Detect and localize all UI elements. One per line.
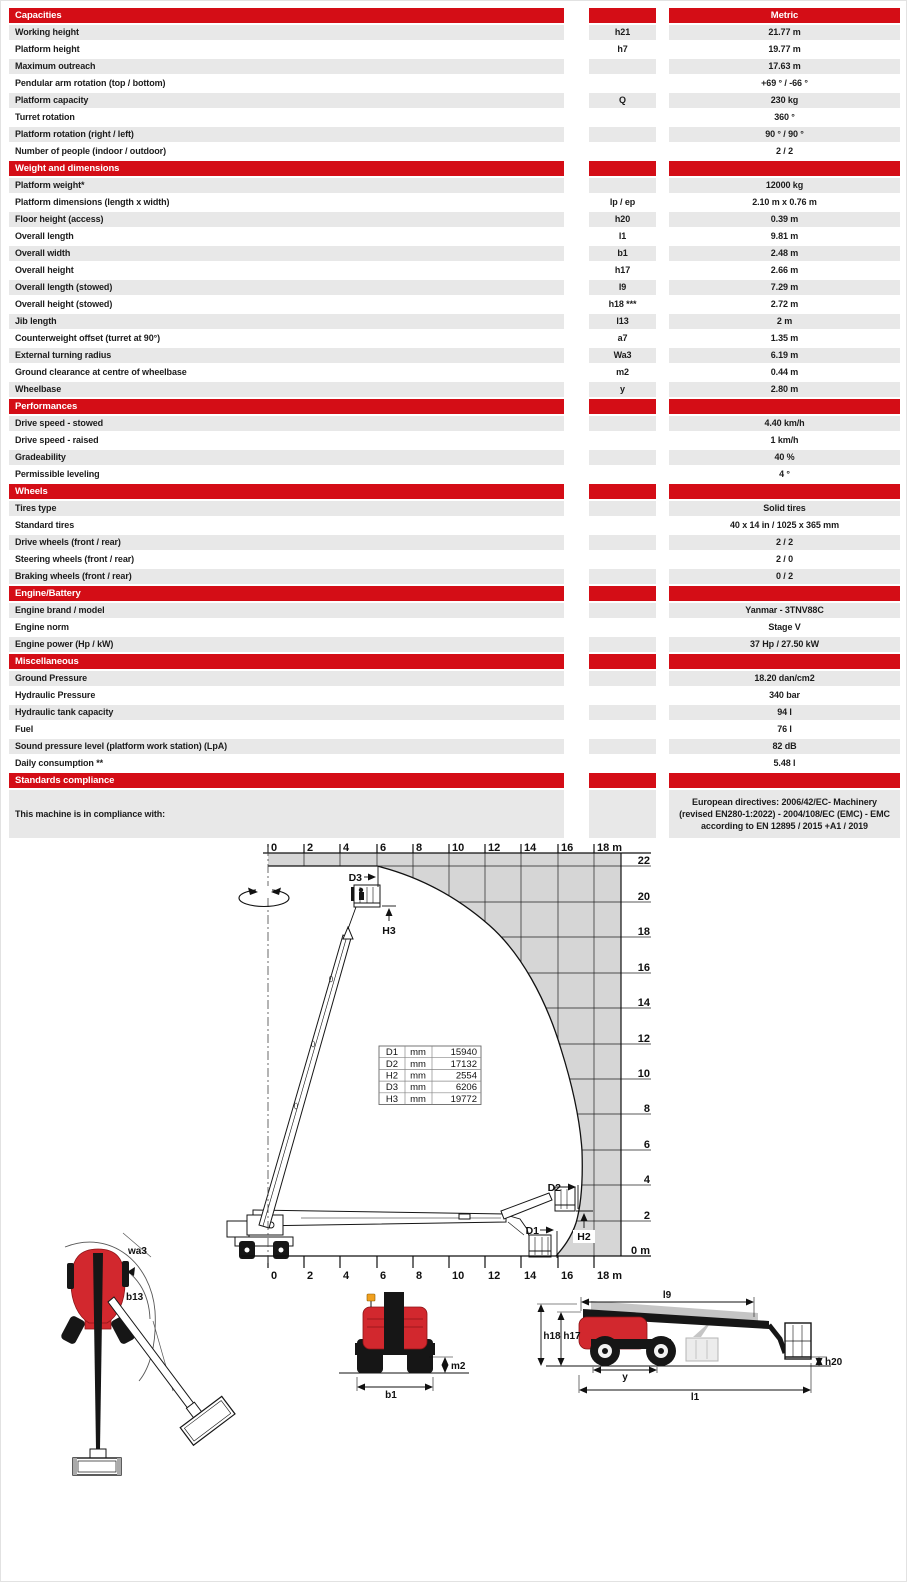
spec-symbol	[589, 178, 656, 193]
x-axis-label: 16	[561, 1270, 574, 1282]
spec-symbol	[589, 722, 656, 737]
section-header	[9, 161, 900, 176]
spec-value: 2.72 m	[669, 297, 900, 312]
x-axis-label: 2	[307, 1270, 314, 1282]
symbol-header	[589, 399, 656, 414]
unit-header	[669, 773, 900, 788]
spec-value: 340 bar	[669, 688, 900, 703]
spec-symbol	[589, 59, 656, 74]
spec-symbol	[589, 501, 656, 516]
section-title: Capacities	[9, 8, 564, 23]
spec-value: 2.48 m	[669, 246, 900, 261]
spec-row	[9, 416, 900, 431]
spec-value: 6.19 m	[669, 348, 900, 363]
section-title: Miscellaneous	[9, 654, 564, 669]
x-axis-label: 6	[380, 1270, 387, 1282]
spec-row	[9, 637, 900, 652]
spec-symbol	[589, 518, 656, 533]
spec-symbol	[589, 467, 656, 482]
spec-value: 40 %	[669, 450, 900, 465]
spec-value: 17.63 m	[669, 59, 900, 74]
spec-row	[9, 620, 900, 635]
label-h18: h18	[543, 1331, 561, 1342]
spec-value: 2.10 m x 0.76 m	[669, 195, 900, 210]
spec-symbol	[589, 637, 656, 652]
dim-row-value: 15940	[450, 1047, 477, 1058]
top-ticks	[268, 844, 594, 853]
x-axis-label: 6	[380, 842, 387, 854]
x-axis-label: 18 m	[597, 1270, 623, 1282]
spec-label: Tires type	[9, 501, 564, 516]
section-title: Engine/Battery	[9, 586, 564, 601]
spec-symbol	[589, 416, 656, 431]
symbol-header	[589, 484, 656, 499]
section-header	[9, 654, 900, 669]
spec-value: 0.39 m	[669, 212, 900, 227]
label-wa3: wa3	[128, 1246, 147, 1257]
x-axis-label: 14	[524, 1270, 537, 1282]
section-header	[9, 8, 900, 23]
x-axis-label: 4	[343, 842, 350, 854]
spec-label: Drive speed - stowed	[9, 416, 564, 431]
dim-row-label: D2	[385, 1059, 399, 1070]
callout-h3: H3	[382, 925, 396, 937]
spec-row	[9, 365, 900, 380]
dim-row-unit: mm	[410, 1094, 426, 1105]
spec-value: 0.44 m	[669, 365, 900, 380]
spec-symbol: l9	[589, 280, 656, 295]
label-y: y	[622, 1372, 628, 1383]
spec-symbol: b1	[589, 246, 656, 261]
x-axis-label: 0	[271, 1270, 278, 1282]
spec-symbol: l1	[589, 229, 656, 244]
spec-label: Sound pressure level (platform work station) (LpA)	[9, 739, 564, 754]
dim-row-value: 19772	[450, 1094, 477, 1105]
symbol-header	[589, 773, 656, 788]
spec-value: 4 °	[669, 467, 900, 482]
unit-header	[669, 484, 900, 499]
spec-symbol	[589, 688, 656, 703]
label-h17: h17	[563, 1331, 581, 1342]
spec-row	[9, 25, 900, 40]
spec-label: Engine norm	[9, 620, 564, 635]
section-header	[9, 773, 900, 788]
spec-row	[9, 195, 900, 210]
spec-value: Stage V	[669, 620, 900, 635]
spec-symbol	[589, 433, 656, 448]
spec-row	[9, 110, 900, 125]
spec-label: Steering wheels (front / rear)	[9, 552, 564, 567]
spec-symbol	[589, 739, 656, 754]
spec-row	[9, 314, 900, 329]
spec-symbol: l13	[589, 314, 656, 329]
dim-row-value: 6206	[455, 1082, 477, 1093]
spec-label: Maximum outreach	[9, 59, 564, 74]
x-axis-label: 14	[524, 842, 537, 854]
spec-value: 2.66 m	[669, 263, 900, 278]
spec-label: Jib length	[9, 314, 564, 329]
spec-value: 76 l	[669, 722, 900, 737]
x-axis-label: 12	[488, 842, 501, 854]
spec-value: 94 l	[669, 705, 900, 720]
y-axis-label: 6	[643, 1139, 650, 1151]
label-l1: l1	[690, 1392, 700, 1403]
bottom-ticks	[268, 1256, 594, 1268]
y-axis-label: 4	[643, 1174, 650, 1186]
spec-row	[9, 671, 900, 686]
spec-symbol	[589, 603, 656, 618]
section-title: Weight and dimensions	[9, 161, 564, 176]
spec-value: 37 Hp / 27.50 kW	[669, 637, 900, 652]
spec-row	[9, 433, 900, 448]
spec-row	[9, 467, 900, 482]
spec-label: Fuel	[9, 722, 564, 737]
y-axis-label: 18	[637, 926, 650, 938]
spec-value: 21.77 m	[669, 25, 900, 40]
spec-value: +69 ° / -66 °	[669, 76, 900, 91]
dim-row-label: H2	[385, 1070, 399, 1082]
spec-label: Platform height	[9, 42, 564, 57]
spec-symbol: m2	[589, 365, 656, 380]
callout-d2: D2	[547, 1182, 561, 1194]
spec-symbol: a7	[589, 331, 656, 346]
y-axis-label: 0 m	[631, 1245, 650, 1257]
x-axis-label: 18 m	[597, 842, 623, 854]
spec-row	[9, 246, 900, 261]
spec-row	[9, 229, 900, 244]
spec-label: Working height	[9, 25, 564, 40]
spec-value: 2 / 2	[669, 144, 900, 159]
x-axis-label: 4	[343, 1270, 350, 1282]
spec-row	[9, 569, 900, 584]
section-title: Wheels	[9, 484, 564, 499]
spec-row	[9, 382, 900, 397]
spec-row	[9, 518, 900, 533]
spec-row	[9, 76, 900, 91]
spec-row	[9, 93, 900, 108]
spec-symbol: Q	[589, 93, 656, 108]
y-axis-label: 12	[637, 1033, 650, 1045]
y-axis-label: 20	[637, 891, 650, 903]
spec-row	[9, 501, 900, 516]
spec-row	[9, 263, 900, 278]
spec-row	[9, 739, 900, 754]
spec-label: Engine brand / model	[9, 603, 564, 618]
spec-symbol: Wa3	[589, 348, 656, 363]
spec-row	[9, 144, 900, 159]
symbol-header	[589, 8, 656, 23]
spec-symbol	[589, 110, 656, 125]
spec-value: Solid tires	[669, 501, 900, 516]
diagrams-svg	[1, 831, 907, 1582]
spec-value: 7.29 m	[669, 280, 900, 295]
spec-label: External turning radius	[9, 348, 564, 363]
spec-value: 90 ° / 90 °	[669, 127, 900, 142]
spec-label: Permissible leveling	[9, 467, 564, 482]
section-header	[9, 399, 900, 414]
dim-row-label: D3	[385, 1082, 399, 1093]
unit-header	[669, 586, 900, 601]
spec-symbol	[589, 450, 656, 465]
spec-symbol: h20	[589, 212, 656, 227]
spec-label: Drive wheels (front / rear)	[9, 535, 564, 550]
symbol-header	[589, 586, 656, 601]
dim-row-unit: mm	[410, 1070, 426, 1082]
spec-row	[9, 688, 900, 703]
spec-value: 2.80 m	[669, 382, 900, 397]
callout-d1: D1	[525, 1225, 539, 1237]
spec-value: 40 x 14 in / 1025 x 365 mm	[669, 518, 900, 533]
spec-symbol: lp / ep	[589, 195, 656, 210]
spec-label: Counterweight offset (turret at 90°)	[9, 331, 564, 346]
dim-row-label: D1	[385, 1047, 399, 1058]
label-b13: b13	[126, 1292, 144, 1303]
spec-value: European directives: 2006/42/EC- Machinery (revised EN280-1:2022) - 2004/108/EC (EMC) - EMC according to EN 12895 / 2015 +A1 / 2019	[669, 790, 900, 838]
spec-label: Turret rotation	[9, 110, 564, 125]
x-axis-label: 16	[561, 842, 574, 854]
spec-label: Overall height (stowed)	[9, 297, 564, 312]
spec-label: Platform capacity	[9, 93, 564, 108]
section-title: Performances	[9, 399, 564, 414]
spec-symbol	[589, 552, 656, 567]
spec-symbol	[589, 76, 656, 91]
spec-symbol	[589, 127, 656, 142]
spec-symbol	[589, 756, 656, 771]
y-axis-label: 16	[637, 962, 650, 974]
spec-value: 18.20 dan/cm2	[669, 671, 900, 686]
spec-value: 230 kg	[669, 93, 900, 108]
spec-row	[9, 552, 900, 567]
dim-row-label: H3	[385, 1094, 399, 1105]
spec-label: Wheelbase	[9, 382, 564, 397]
spec-value: 0 / 2	[669, 569, 900, 584]
spec-label: Engine power (Hp / kW)	[9, 637, 564, 652]
spec-label: Pendular arm rotation (top / bottom)	[9, 76, 564, 91]
spec-symbol	[589, 535, 656, 550]
spec-symbol: h7	[589, 42, 656, 57]
spec-label: Daily consumption **	[9, 756, 564, 771]
spec-value: 9.81 m	[669, 229, 900, 244]
spec-symbol: h21	[589, 25, 656, 40]
symbol-header	[589, 161, 656, 176]
section-header	[9, 484, 900, 499]
unit-header	[669, 161, 900, 176]
symbol-header	[589, 654, 656, 669]
label-l9: l9	[662, 1290, 672, 1301]
spec-row	[9, 756, 900, 771]
spec-symbol: y	[589, 382, 656, 397]
x-axis-label: 10	[452, 842, 465, 854]
spec-value: 19.77 m	[669, 42, 900, 57]
spec-label: Ground clearance at centre of wheelbase	[9, 365, 564, 380]
spec-label: Platform weight*	[9, 178, 564, 193]
spec-label: Platform rotation (right / left)	[9, 127, 564, 142]
spec-label: Hydraulic tank capacity	[9, 705, 564, 720]
spec-row	[9, 42, 900, 57]
spec-row	[9, 178, 900, 193]
label-b1: b1	[385, 1390, 397, 1401]
y-axis-label: 8	[643, 1103, 650, 1115]
spec-symbol: h17	[589, 263, 656, 278]
callout-d3: D3	[348, 872, 362, 884]
spec-value: 1.35 m	[669, 331, 900, 346]
spec-symbol	[589, 569, 656, 584]
front-view-drawing	[339, 1292, 469, 1401]
spec-value: 360 °	[669, 110, 900, 125]
spec-label: This machine is in compliance with:	[9, 790, 564, 838]
spec-label: Overall width	[9, 246, 564, 261]
x-axis-label: 2	[307, 842, 314, 854]
spec-row	[9, 535, 900, 550]
y-axis-label: 2	[643, 1210, 650, 1222]
x-axis-label: 8	[416, 1270, 423, 1282]
spec-row	[9, 212, 900, 227]
spec-value: 1 km/h	[669, 433, 900, 448]
spec-label: Overall length	[9, 229, 564, 244]
spec-value: 12000 kg	[669, 178, 900, 193]
spec-value: 5.48 l	[669, 756, 900, 771]
spec-row	[9, 297, 900, 312]
spec-row	[9, 705, 900, 720]
y-axis-label: 22	[637, 855, 650, 867]
beacon-icon	[367, 1294, 375, 1301]
spec-label: Floor height (access)	[9, 212, 564, 227]
dim-row-unit: mm	[410, 1047, 426, 1058]
spec-symbol: h18 ***	[589, 297, 656, 312]
callout-h2: H2	[577, 1231, 591, 1243]
spec-label: Platform dimensions (length x width)	[9, 195, 564, 210]
spec-symbol	[589, 705, 656, 720]
y-axis-label: 14	[637, 997, 650, 1009]
spec-row	[9, 280, 900, 295]
spec-label: Gradeability	[9, 450, 564, 465]
x-axis-label: 0	[271, 842, 278, 854]
spec-row	[9, 722, 900, 737]
top-view-drawing	[60, 1233, 235, 1475]
spec-value: 2 m	[669, 314, 900, 329]
reach-envelope-chart	[227, 842, 651, 1282]
dim-row-unit: mm	[410, 1059, 426, 1070]
spec-label: Ground Pressure	[9, 671, 564, 686]
unit-header	[669, 399, 900, 414]
section-title: Standards compliance	[9, 773, 564, 788]
spec-label: Overall length (stowed)	[9, 280, 564, 295]
section-header	[9, 586, 900, 601]
spec-label: Number of people (indoor / outdoor)	[9, 144, 564, 159]
spec-row	[9, 59, 900, 74]
spec-row	[9, 348, 900, 363]
label-h20: h20	[825, 1357, 843, 1368]
x-axis-label: 10	[452, 1270, 465, 1282]
unit-header	[669, 654, 900, 669]
spec-label: Standard tires	[9, 518, 564, 533]
spec-row	[9, 331, 900, 346]
spec-row	[9, 603, 900, 618]
spec-symbol	[589, 144, 656, 159]
spec-value: 2 / 0	[669, 552, 900, 567]
spec-value: Yanmar - 3TNV88C	[669, 603, 900, 618]
dim-row-value: 2554	[455, 1070, 477, 1082]
dimension-table	[379, 1046, 481, 1105]
spec-row	[9, 127, 900, 142]
spec-value: 82 dB	[669, 739, 900, 754]
spec-value: 2 / 2	[669, 535, 900, 550]
spec-symbol	[589, 620, 656, 635]
x-axis-label: 12	[488, 1270, 501, 1282]
dim-row-value: 17132	[450, 1059, 477, 1070]
y-axis-label: 10	[637, 1068, 650, 1080]
spec-label: Hydraulic Pressure	[9, 688, 564, 703]
side-view-drawing	[537, 1290, 843, 1403]
spec-symbol	[589, 671, 656, 686]
x-axis-label: 8	[416, 842, 423, 854]
spec-label: Drive speed - raised	[9, 433, 564, 448]
dim-row-unit: mm	[410, 1082, 426, 1093]
label-m2: m2	[451, 1361, 466, 1372]
spec-row	[9, 450, 900, 465]
spec-label: Overall height	[9, 263, 564, 278]
spec-label: Braking wheels (front / rear)	[9, 569, 564, 584]
spec-table	[9, 8, 900, 840]
spec-value: 4.40 km/h	[669, 416, 900, 431]
unit-header: Metric	[669, 8, 900, 23]
